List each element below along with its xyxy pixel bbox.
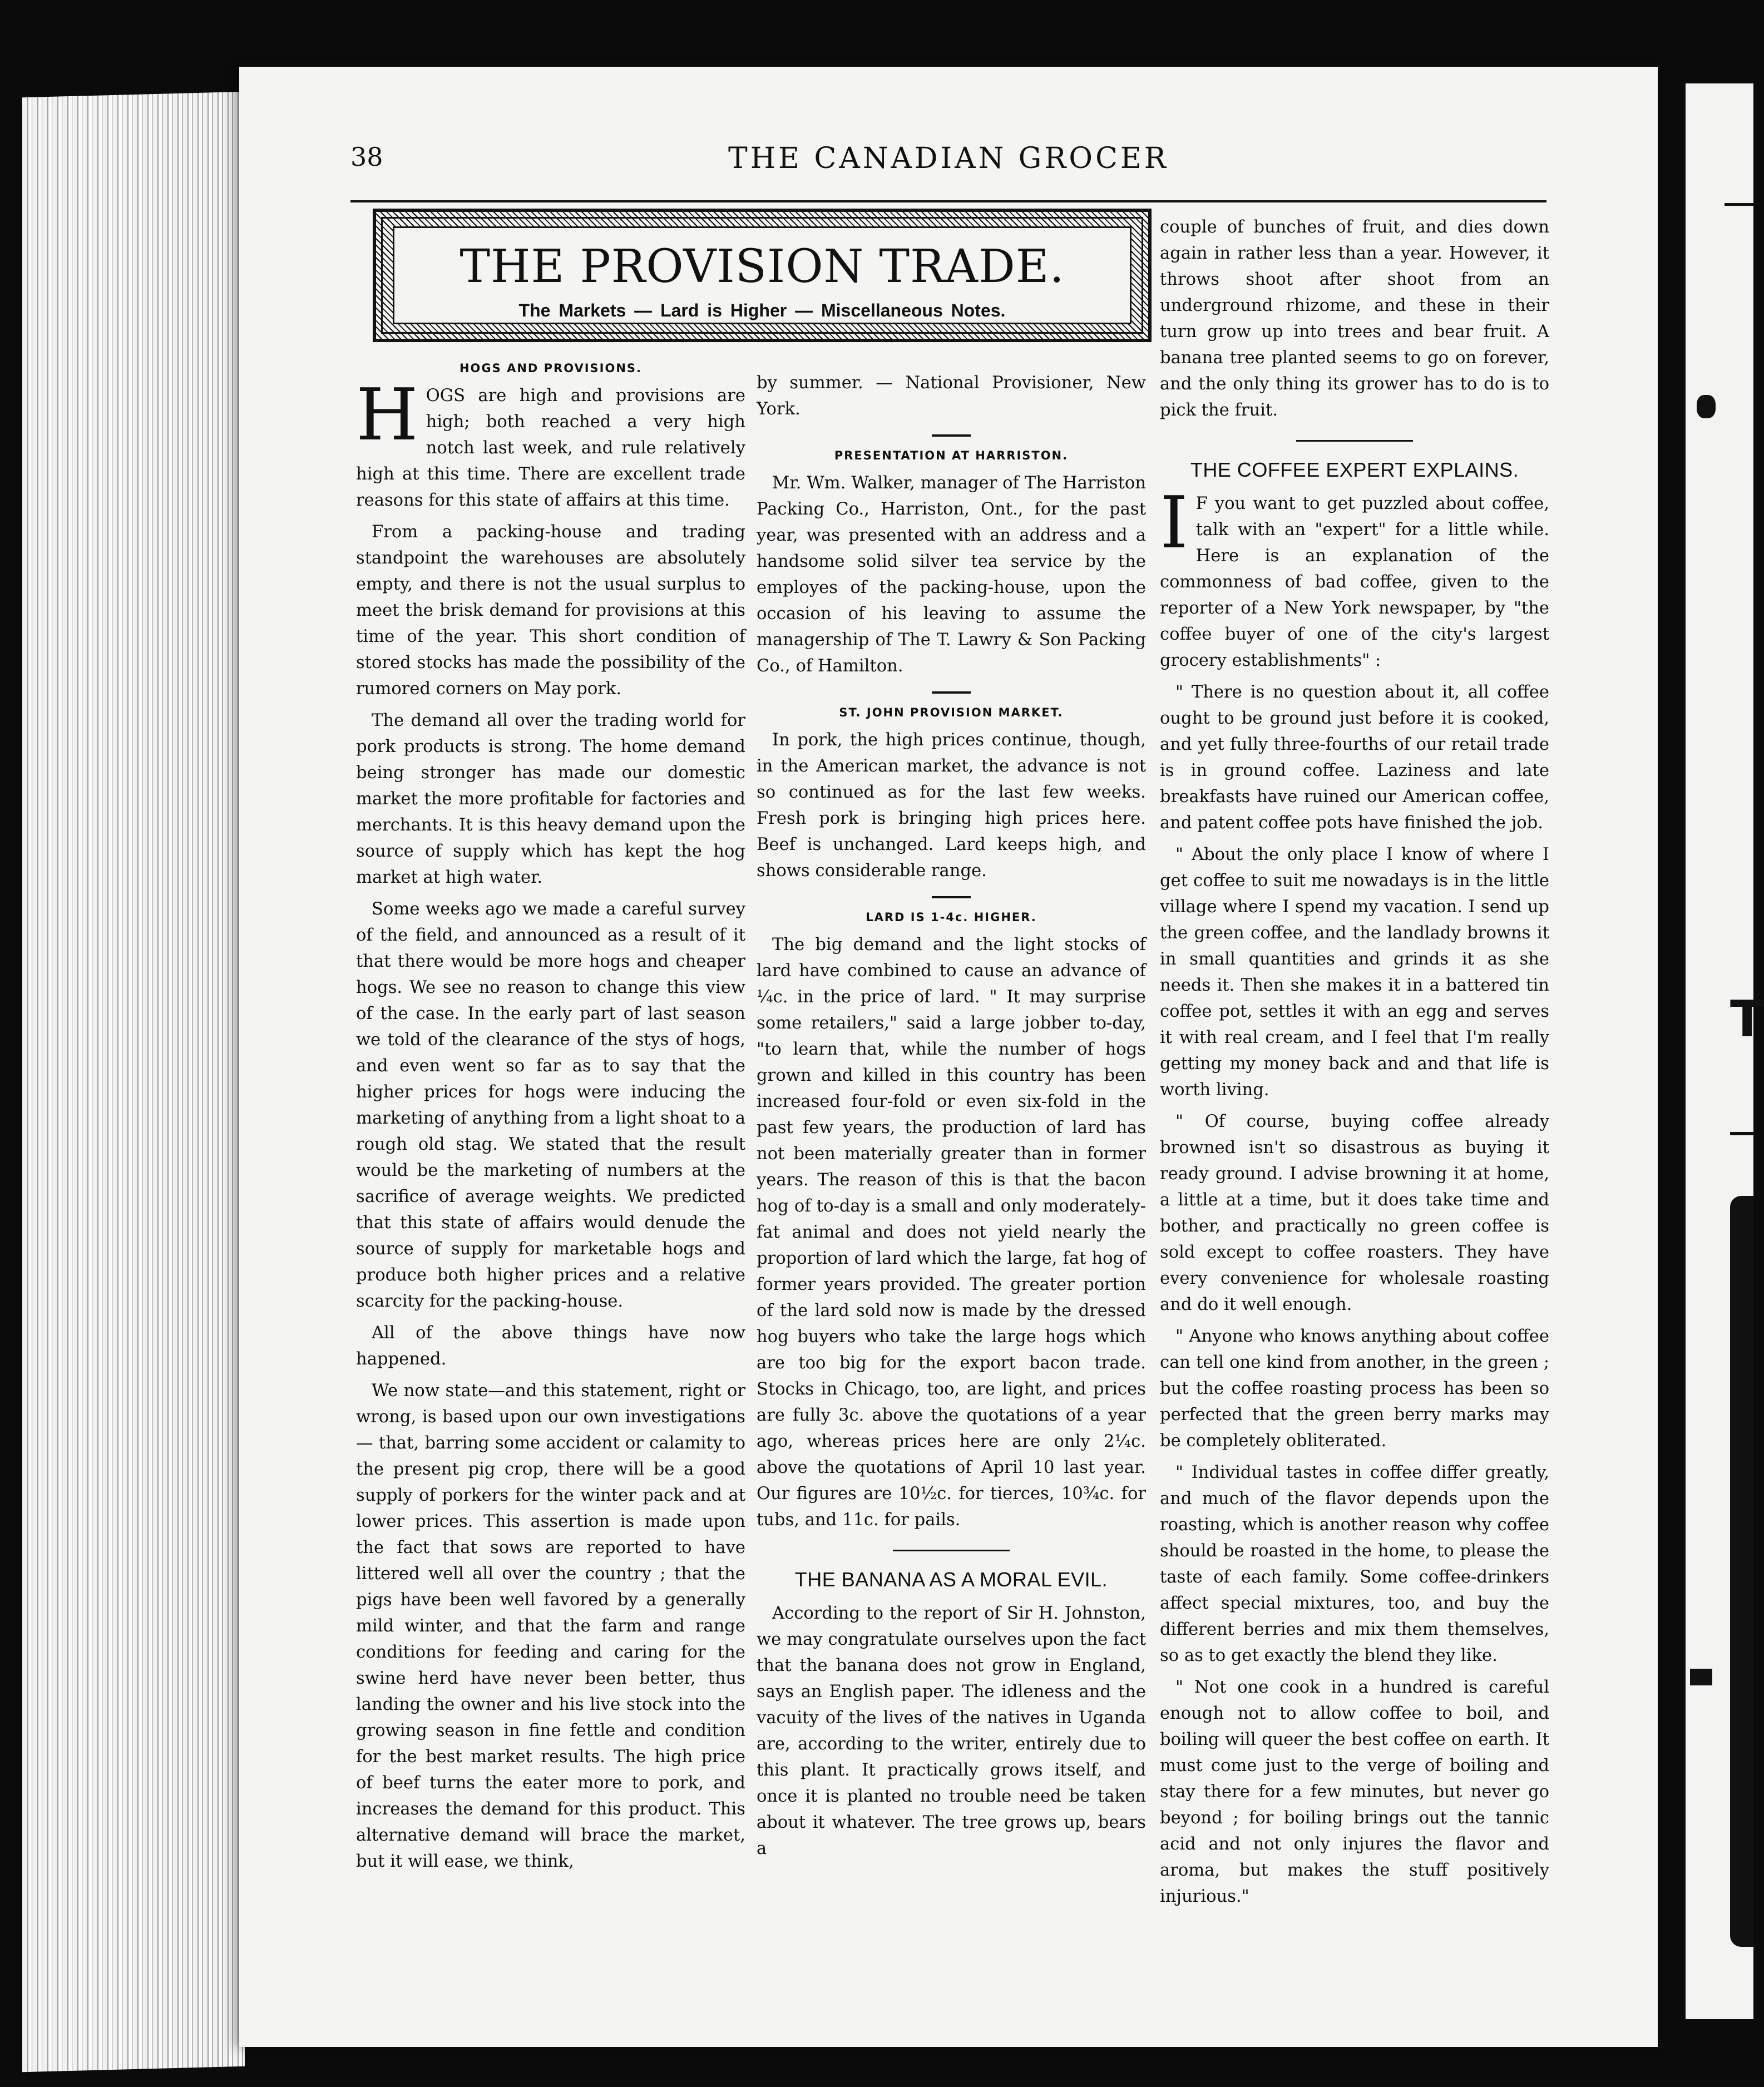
article-paragraph: From a packing-house and trading standpoint the warehouses are absolutely empty, and there is not the usual surplus to meet the brisk demand for provisions at this time of the year. This short condition of stored stocks has made the possibility of the rumored corners on May pork. xyxy=(356,522,745,699)
paragraph-text: F you want to get puzzled about coffee, talk with an "expert" for a little while. Here is an explanation of the commonness of bad coffee, given to the reporter of a New York newspaper, by "the coffee buyer of one of the city's largest grocery establishments" : xyxy=(1160,494,1549,670)
article-paragraph xyxy=(356,374,745,513)
section-subtitle: The Markets — Lard is Higher — Miscellaneous Notes. xyxy=(518,300,1006,320)
article-paragraph xyxy=(1160,482,1549,674)
newspaper-page xyxy=(239,67,1658,2047)
adjacent-page-edge xyxy=(1686,83,1764,2019)
article-paragraph: couple of bunches of fruit, and dies down again in rather less than a year. However, it throws shoot after shoot from an underground rhizome, and these in their turn grow up into trees and bear fruit. A banana tree planted seems to go on forever, and the only thing its grower has to do is to pick the fruit. xyxy=(1160,217,1549,420)
paragraph-text: OGS are high and provisions are high; both reached a very high notch last week, and rule relatively high at this time. There are excellent trade reasons for this state of affairs at this time. xyxy=(356,386,745,510)
article-paragraph: by summer. — National Provisioner, New York. xyxy=(757,373,1146,419)
article-paragraph: " Not one cook in a hundred is careful enough not to allow coffee to boil, and boiling will queer the best coffee on earth. It must come just to the verge of boiling and stay there for a few minutes, but never go beyond ; for boiling brings out the tannic acid and not only injures the flavor and aroma, but makes the stuff positively injurious." xyxy=(1160,1678,1549,1906)
article-paragraph: We now state—and this statement, right or wrong, is based upon our own investigations — that, barring some accident or calamity to the present pig crop, there will be a good supply of porkers for the winter pack and at lower prices. This assertion is made upon the fact that sows are reported to have littered well all over the country ; that the pigs have been well favored by a generally mild winter, and that the farm and range conditions for feeding and caring for the swine herd have never been better, thus landing the owner and his live stock into the growing season in fine fettle and condition for the best market results. The high price of beef turns the eater more to pork, and increases the demand for this product. This alternative demand will brace the market, but it will ease, we think, xyxy=(356,1381,745,1871)
section-divider xyxy=(932,896,971,898)
article-paragraph: " Of course, buying coffee already browned isn't so disastrous as buying it ready ground. I advise browning it at home, a little at a time, but it does take time and bother, and practically no green coffee is sold except to coffee roasters. They have every convenience for wholesale roasting and do it well enough. xyxy=(1160,1112,1549,1314)
adjacent-page-rule xyxy=(1730,1132,1753,1135)
column-3 xyxy=(1160,214,1549,1915)
section-title-inner xyxy=(393,226,1131,324)
section-title: THE PROVISION TRADE. xyxy=(459,240,1065,293)
journal-title: THE CANADIAN GROCER xyxy=(728,142,1169,175)
adjacent-page-mark xyxy=(1690,1669,1712,1685)
column-1 xyxy=(356,362,745,1880)
section-divider xyxy=(1296,440,1413,442)
section-divider xyxy=(893,1550,1010,1551)
adjacent-page-rule xyxy=(1725,203,1753,206)
article-heading-hogs: HOGS AND PROVISIONS. xyxy=(459,362,643,375)
section-title-box xyxy=(373,209,1152,342)
article-paragraph: The demand all over the trading world for pork products is strong. The home demand being stronger has made our domestic market the more profitable for factories and merchants. It is this heavy demand upon the source of supply which has kept the hog market at high water. xyxy=(356,711,745,887)
article-paragraph: In pork, the high prices continue, though, in the American market, the advance is not so continued as for the last few weeks. Fresh pork is bringing high prices here. Beef is unchanged. Lard keeps high, and shows considerable range. xyxy=(757,730,1146,881)
drop-cap: H xyxy=(356,374,418,457)
article-heading-coffee: THE COFFEE EXPERT EXPLAINS. xyxy=(1190,458,1519,481)
article-paragraph: According to the report of Sir H. Johnston, we may congratulate ourselves upon the fact that the banana does not grow in England, says an English paper. The idleness and the vacuity of the lives of the natives in Uganda are, according to the writer, entirely due to this plant. It practically grows itself, and once it is planted no trouble need be taken about it whatever. The tree grows up, bears a xyxy=(757,1604,1146,1858)
book-page-edges xyxy=(22,92,245,2072)
article-heading-harriston: PRESENTATION AT HARRISTON. xyxy=(834,449,1069,462)
drop-cap: I xyxy=(1160,482,1188,565)
adjacent-page-bottle-shape xyxy=(1730,1196,1753,1947)
article-paragraph: " About the only place I know of where I get coffee to suit me nowadays is in the little village where I spend my vacation. I send up the green coffee, and the landlady browns it in small quantities and grinds it as she needs it. Then she makes it in a battered tin coffee pot, settles it with an egg and serves it with real cream, and I feel that I'm really getting my money back and and that life is worth living. xyxy=(1160,845,1549,1100)
article-paragraph: Mr. Wm. Walker, manager of The Harriston Packing Co., Harriston, Ont., for the past year, was presented with an address and a handsome solid silver tea service by the employes of the packing-house, upon the occasion of his leaving to assume the managership of The T. Lawry & Son Packing Co., of Hamilton. xyxy=(757,473,1146,676)
article-paragraph: " Individual tastes in coffee differ greatly, and much of the flavor depends upon the roasting, which is another reason why coffee should be roasted in the home, to please the taste of each family. Some coffee-drinkers affect special mixtures, too, and buy the different berries and mix them themselves, so as to get exactly the blend they like. xyxy=(1160,1463,1549,1665)
article-paragraph: All of the above things have now happened. xyxy=(356,1323,745,1369)
article-paragraph: The big demand and the light stocks of lard have combined to cause an advance of ¼c. in the price of lard. " It may surprise some retailers," said a large jobber to-day, "to learn that, while the number of hogs grown and killed in this country has been increased four-fold or even six-fold in the past few years, the production of lard has not been materially greater than in former years. The reason of this is that the bacon hog of to-day is a small and only moderately-fat animal and does not yield nearly the proportion of lard which the large, fat hog of former years provided. The greater portion of the lard sold now is made by the dressed hog buyers who take the large hogs which are too big for the export bacon trade. Stocks in Chicago, too, are light, and prices are fully 3c. above the quotations of a year ago, whereas prices here are only 2¼c. above the quotations of April 10 last year. Our figures are 10½c. for tierces, 10¾c. for tubs, and 11c. for pails. xyxy=(757,935,1146,1530)
article-heading-banana: THE BANANA AS A MORAL EVIL. xyxy=(794,1568,1108,1591)
column-2 xyxy=(757,370,1146,1867)
page-number: 38 xyxy=(350,142,383,172)
article-paragraph: Some weeks ago we made a careful survey of the field, and announced as a result of it that there would be more hogs and cheaper hogs. We see no reason to change this view of the case. In the early part of last season we told of the clearance of the stys of hogs, and even went so far as to say that the higher prices for hogs were inducing the marketing of anything from a light shoat to a rough old stag. We stated that the result would be the marketing of numbers at the sacrifice of average weights. We predicted that this state of affairs would denude the source of supply for marketable hogs and produce both higher prices and a relative scarcity for the packing-house. xyxy=(356,899,745,1311)
article-paragraph: " There is no question about it, all coffee ought to be ground just before it is cooked, and yet fully three-fourths of our retail trade is in ground coffee. Laziness and late breakfasts have ruined our American coffee, and patent coffee pots have finished the job. xyxy=(1160,683,1549,833)
section-divider xyxy=(932,691,971,694)
running-head xyxy=(350,142,1546,186)
article-heading-lard: LARD IS 1-4c. HIGHER. xyxy=(866,911,1037,924)
adjacent-page-letter: T xyxy=(1730,990,1764,1049)
article-paragraph: " Anyone who knows anything about coffee can tell one kind from another, in the green ; but the coffee roasting process has been so perfected that the green berry marks may be completely obliterated. xyxy=(1160,1327,1549,1451)
adjacent-page-mark xyxy=(1697,395,1716,418)
header-rule xyxy=(350,200,1546,202)
article-heading-stjohn: ST. JOHN PROVISION MARKET. xyxy=(839,706,1064,719)
section-divider xyxy=(932,434,971,437)
